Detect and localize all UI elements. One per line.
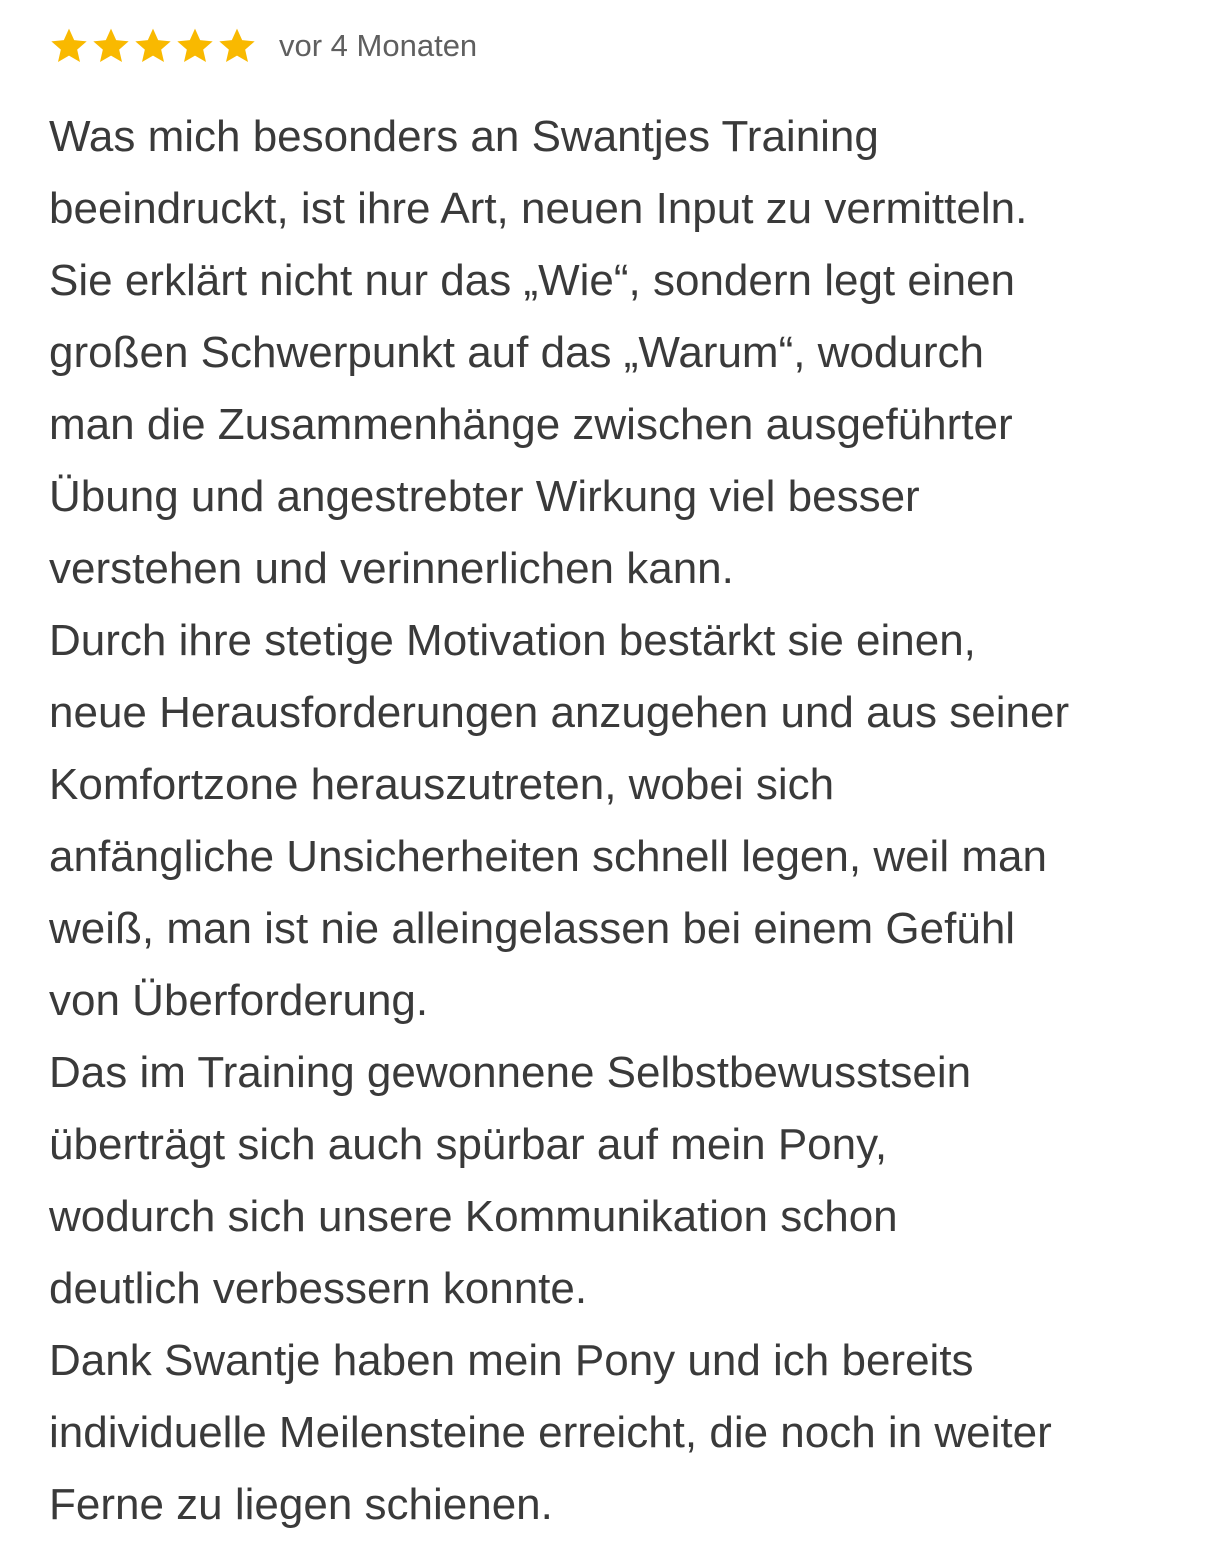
review-text-line: beeindruckt, ist ihre Art, neuen Input zu vermitteln. xyxy=(49,184,1028,233)
review-text-line: Übung und angestrebter Wirkung viel besser xyxy=(49,472,920,521)
review-text-line: Ferne zu liegen schienen. xyxy=(49,1480,553,1529)
review-text xyxy=(49,101,1179,1541)
review-text-line: Sie erklärt nicht nur das „Wie“, sondern legt einen xyxy=(49,256,1016,305)
review-date: vor 4 Monaten xyxy=(279,28,478,63)
review-text-line: man die Zusammenhänge zwischen ausgeführter xyxy=(49,400,1013,449)
review-card xyxy=(49,26,1179,1541)
review-text-line: anfängliche Unsicherheiten schnell legen, weil man xyxy=(49,832,1047,881)
review-text-line: Durch ihre stetige Motivation bestärkt sie einen, xyxy=(49,616,976,665)
star-icon xyxy=(91,26,131,66)
star-icon xyxy=(217,26,257,66)
review-text-line: Komfortzone herauszutreten, wobei sich xyxy=(49,760,835,809)
review-text-line: von Überforderung. xyxy=(49,976,429,1025)
review-text-line: Was mich besonders an Swantjes Training xyxy=(49,112,879,161)
review-text-line: deutlich verbessern konnte. xyxy=(49,1264,588,1313)
star-icon xyxy=(175,26,215,66)
review-text-line: neue Herausforderungen anzugehen und aus seiner xyxy=(49,688,1070,737)
review-text-line: überträgt sich auch spürbar auf mein Pony, xyxy=(49,1120,888,1169)
star-rating xyxy=(49,26,259,66)
review-text-line: großen Schwerpunkt auf das „Warum“, wodurch xyxy=(49,328,984,377)
review-text-line: weiß, man ist nie alleingelassen bei einem Gefühl xyxy=(49,904,1016,953)
review-text-line: verstehen und verinnerlichen kann. xyxy=(49,544,734,593)
star-icon xyxy=(49,26,89,66)
review-header xyxy=(49,26,1179,66)
review-text-line: Dank Swantje haben mein Pony und ich bereits xyxy=(49,1336,974,1385)
review-text-line: Das im Training gewonnene Selbstbewusstsein xyxy=(49,1048,972,1097)
star-icon xyxy=(133,26,173,66)
review-text-line: wodurch sich unsere Kommunikation schon xyxy=(49,1192,898,1241)
review-text-line: individuelle Meilensteine erreicht, die noch in weiter xyxy=(49,1408,1052,1457)
